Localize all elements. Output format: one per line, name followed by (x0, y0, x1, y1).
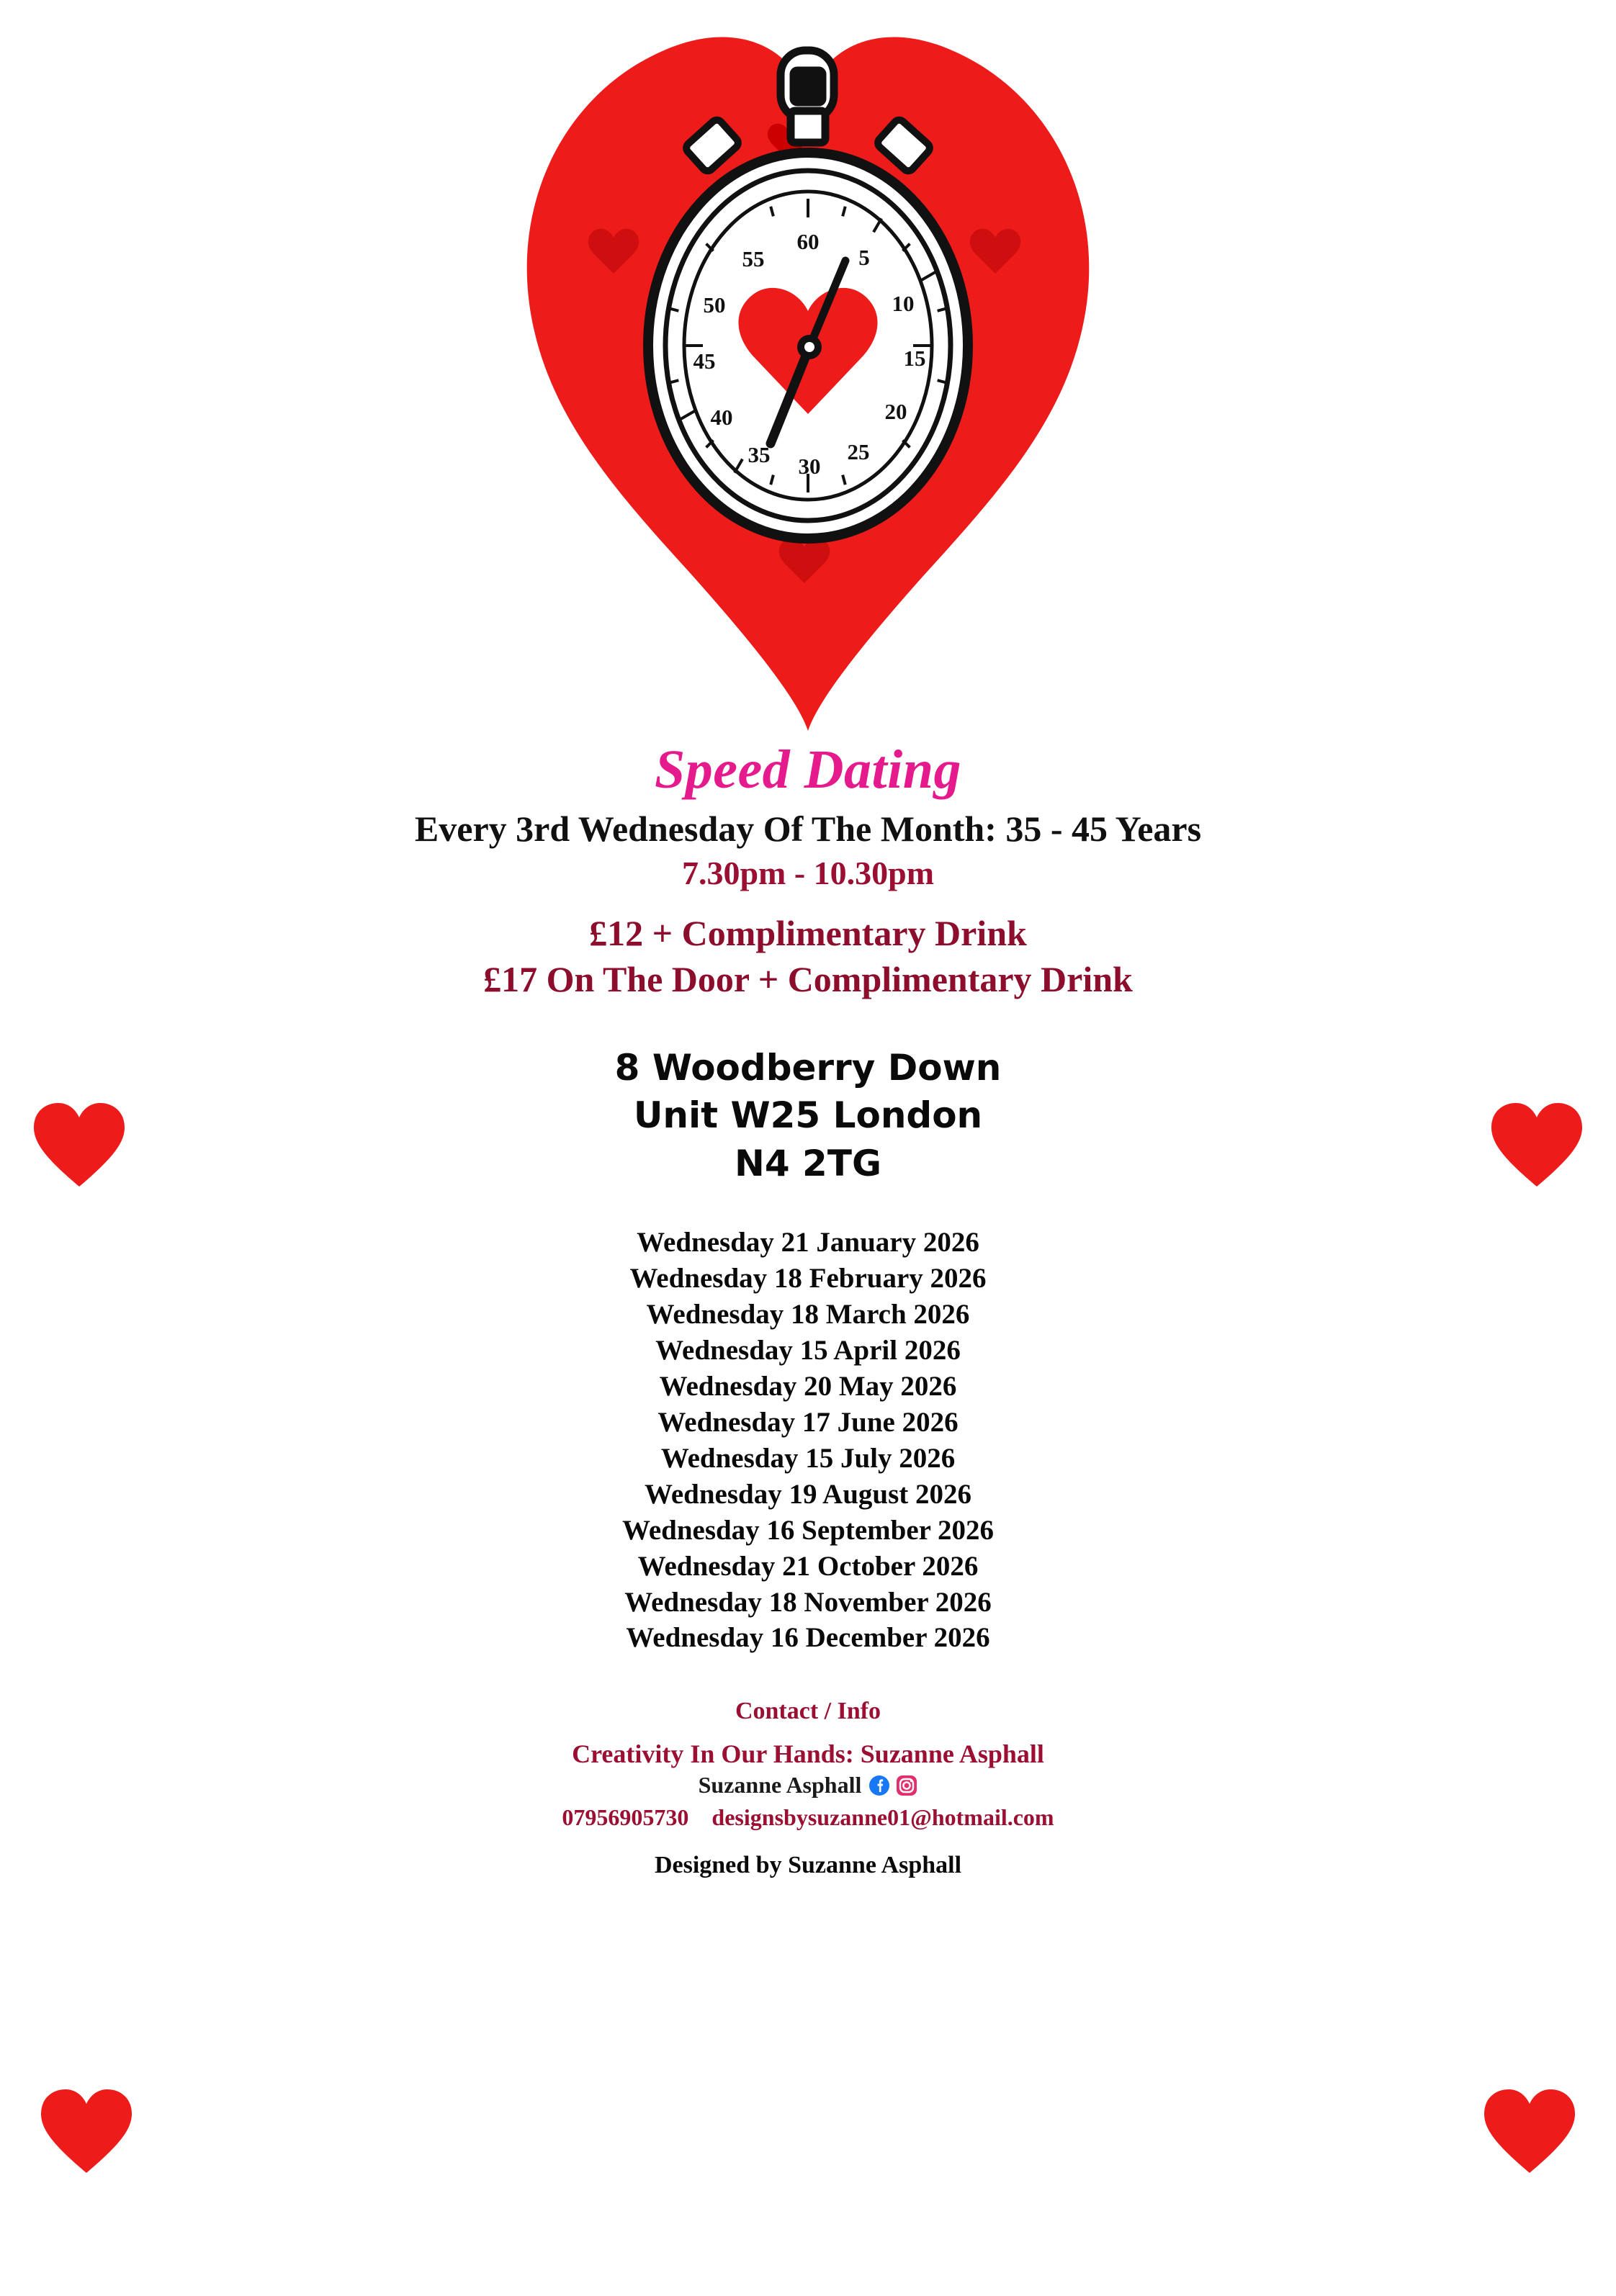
event-date-list (0, 1225, 1616, 1656)
stopwatch-icon (621, 36, 995, 583)
hero-graphic (0, 0, 1616, 749)
svg-text:5: 5 (858, 245, 870, 270)
list-item: Wednesday 20 May 2026 (659, 1371, 957, 1403)
contact-email[interactable]: designsbysuzanne01@hotmail.com (712, 1804, 1054, 1830)
list-item: Wednesday 19 August 2026 (644, 1478, 972, 1510)
price-door: £17 On The Door + Complimentary Drink (483, 958, 1133, 999)
social-links[interactable] (868, 1775, 917, 1796)
list-item: Wednesday 15 July 2026 (660, 1442, 956, 1474)
address-line-1: 8 Woodberry Down (614, 1046, 1002, 1089)
page-title: Speed Dating (654, 739, 962, 800)
list-item: Wednesday 16 December 2026 (626, 1622, 990, 1654)
design-credit: Designed by Suzanne Asphall (654, 1852, 962, 1879)
svg-text:60: 60 (796, 229, 820, 254)
list-item: Wednesday 18 March 2026 (646, 1299, 970, 1331)
list-item: Wednesday 15 April 2026 (655, 1335, 961, 1367)
svg-text:25: 25 (847, 439, 870, 464)
event-times: 7.30pm - 10.30pm (681, 854, 935, 891)
business-name: Creativity In Our Hands: Suzanne Asphall (572, 1739, 1044, 1769)
svg-text:45: 45 (693, 348, 716, 374)
facebook-icon[interactable] (868, 1775, 890, 1796)
poster-content (0, 739, 1616, 1879)
contact-heading: Contact / Info (735, 1698, 881, 1725)
list-item: Wednesday 18 November 2026 (624, 1586, 992, 1618)
corner-heart-bottom-left-icon (40, 2088, 133, 2174)
contact-person-row (0, 1770, 1616, 1801)
list-item: Wednesday 18 February 2026 (629, 1263, 987, 1295)
svg-text:55: 55 (742, 246, 765, 271)
price-advance: £12 + Complimentary Drink (589, 912, 1027, 953)
venue-address (0, 1044, 1616, 1188)
svg-text:10: 10 (892, 291, 915, 316)
svg-text:20: 20 (884, 399, 907, 424)
list-item: Wednesday 21 October 2026 (637, 1550, 979, 1582)
svg-text:50: 50 (703, 292, 726, 318)
event-schedule-line: Every 3rd Wednesday Of The Month: 35 - 45 Years (414, 808, 1202, 849)
contact-phone-email (0, 1802, 1616, 1833)
contact-phone[interactable]: 07956905730 (562, 1804, 689, 1830)
svg-text:15: 15 (903, 346, 926, 371)
instagram-icon[interactable] (896, 1775, 917, 1796)
contact-section (0, 1698, 1616, 1879)
list-item: Wednesday 21 January 2026 (637, 1227, 979, 1259)
list-item: Wednesday 17 June 2026 (657, 1407, 959, 1439)
address-postcode: N4 2TG (735, 1142, 881, 1184)
contact-person: Suzanne Asphall (698, 1772, 862, 1798)
svg-text:40: 40 (710, 405, 733, 430)
svg-text:35: 35 (748, 442, 771, 467)
list-item: Wednesday 16 September 2026 (621, 1514, 995, 1546)
address-line-2: Unit W25 London (633, 1094, 983, 1137)
svg-text:30: 30 (798, 454, 821, 479)
corner-heart-bottom-right-icon (1483, 2088, 1576, 2174)
